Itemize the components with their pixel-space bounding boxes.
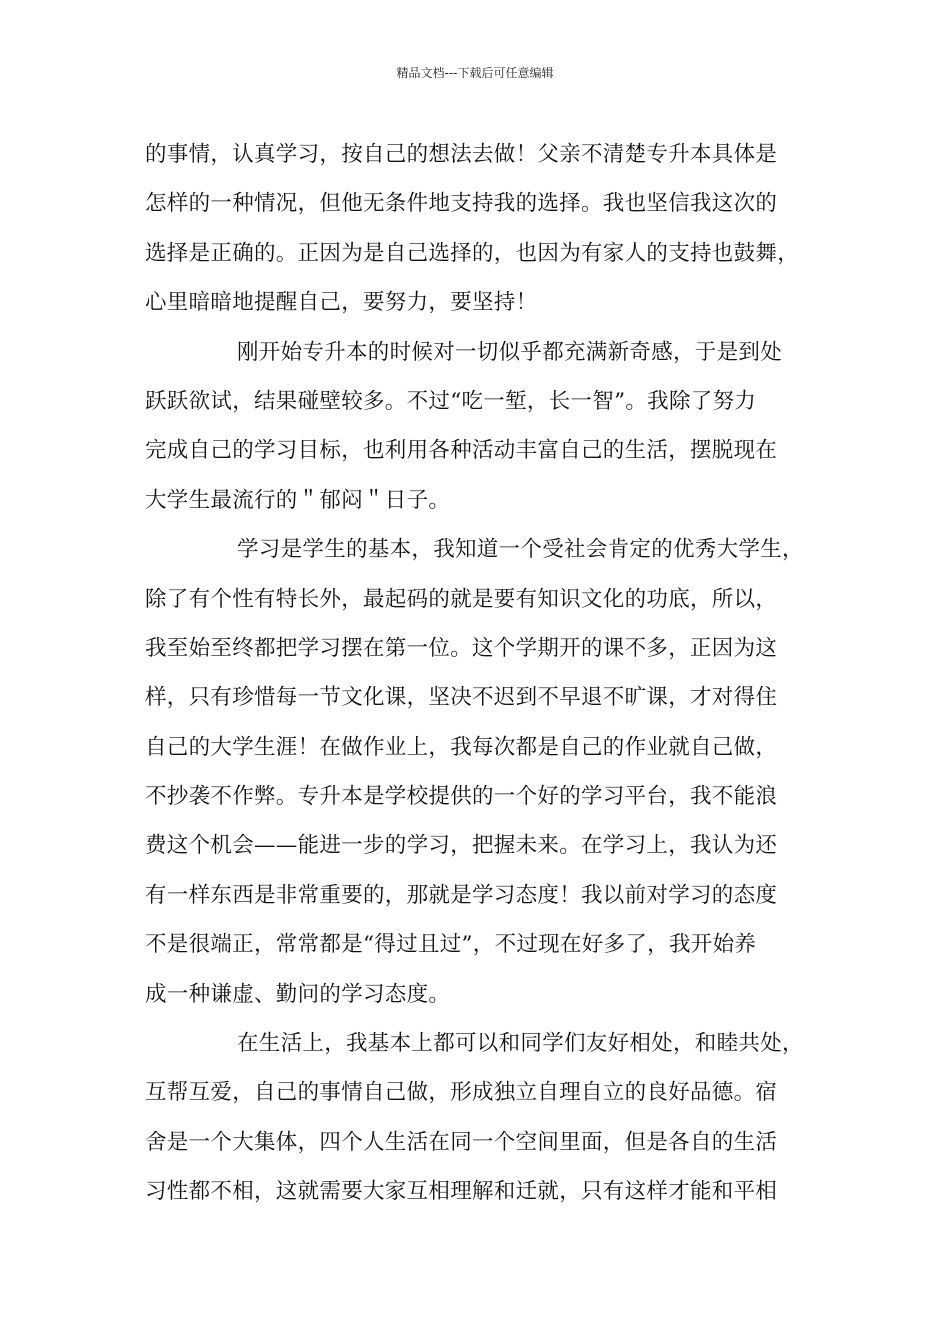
- text-line: 心里暗暗地提醒自己，要努力，要坚持！: [145, 290, 538, 316]
- text-line: 的事情，认真学习，按自己的想法去做！父亲不清楚专升本具体是: [145, 142, 778, 167]
- text-line: 习性都不相，这就需要大家互相理解和迁就，只有这样才能和平相: [145, 1179, 778, 1205]
- text-line: 舍是一个大集体，四个人生活在同一个空间里面，但是各自的生活: [145, 1129, 778, 1155]
- text-line: 不抄袭不作弊。专升本是学校提供的一个好的学习平台，我不能浪: [145, 784, 778, 810]
- body-text: [145, 130, 825, 1217]
- text-line: 除了有个性有特长外，最起码的就是要有知识文化的功底，所以，: [145, 586, 778, 612]
- text-line: 大学生最流行的＂郁闷＂日子。: [145, 487, 451, 513]
- text-line: 互帮互爱，自己的事情自己做，形成独立自理自立的良好品德。宿: [145, 1080, 778, 1106]
- text-line: 我至始至终都把学习摆在第一位。这个学期开的课不多，正因为这: [145, 635, 778, 661]
- text-line: 费这个机会——能进一步的学习，把握未来。在学习上，我认为还: [145, 833, 778, 859]
- text-line: 在生活上，我基本上都可以和同学们友好相处，和睦共处，: [237, 1031, 804, 1057]
- text-line: 学习是学生的基本，我知道一个受社会肯定的优秀大学生，: [237, 537, 804, 563]
- text-line: 完成自己的学习目标，也利用各种活动丰富自己的生活，摆脱现在: [145, 438, 778, 464]
- text-line: 选择是正确的。正因为是自己选择的，也因为有家人的支持也鼓舞，: [145, 240, 800, 266]
- text-line: 样，只有珍惜每一节文化课，坚决不迟到不早退不旷课，才对得住: [145, 685, 778, 711]
- text-line: 跃跃欲试，结果碰壁较多。不过“吃一堑，长一智”。我除了努力: [145, 388, 757, 414]
- page-header: 精品文档---下载后可任意编辑: [396, 66, 554, 80]
- text-line: 怎样的一种情况，但他无条件地支持我的选择。我也坚信我这次的: [145, 191, 778, 217]
- text-line: 自己的大学生涯！在做作业上，我每次都是自己的作业就自己做，: [145, 734, 778, 760]
- text-line: 成一种谦虚、勤问的学习态度。: [145, 981, 451, 1007]
- text-line: 刚开始专升本的时候对一切似乎都充满新奇感，于是到处: [237, 339, 783, 365]
- text-line: 有一样东西是非常重要的，那就是学习态度！我以前对学习的态度: [145, 882, 778, 908]
- text-line: 不是很端正，常常都是“得过且过”，不过现在好多了，我开始养: [145, 932, 757, 958]
